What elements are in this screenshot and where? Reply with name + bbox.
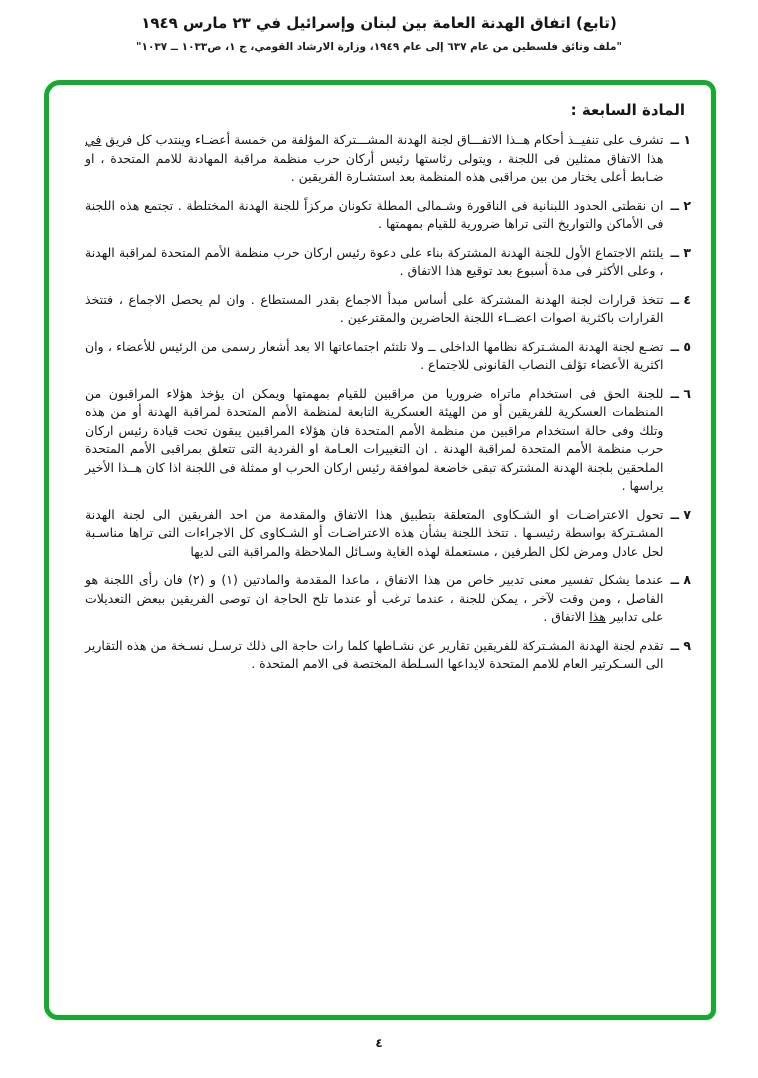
item-text-pre: تضـع لجنة الهدنة المشـتركة نظامها الداخلى ــ ولا تلتئم اجتماعاتها الا بعد أشعار رسمى من الرئيس للأعضاء ، وان اكثرية الأعضاء تؤلف النصاب القانونى للاجتماع .	[85, 338, 664, 372]
list-item	[85, 131, 691, 187]
list-item	[85, 338, 691, 375]
list-item	[85, 385, 691, 496]
item-number: ٦ ــ	[670, 385, 691, 401]
list-item	[85, 637, 691, 674]
item-number: ٥ ــ	[670, 338, 691, 354]
item-text-post: الاتفاق .	[543, 609, 590, 624]
list-item	[85, 506, 691, 562]
item-text	[85, 338, 663, 375]
list-item	[85, 197, 691, 234]
list-item	[85, 244, 691, 281]
page-number: ٤	[375, 1036, 383, 1050]
article-heading: المادة السابعة :	[570, 101, 685, 119]
item-text	[85, 131, 663, 187]
item-text-pre: عندما يشكل تفسير معنى تدبير خاص من هذا الاتفاق ، ماعدا المقدمة والمادتين (١) و (٢) فان رأى اللجنة هو الفاصل ، ومن وقت لآخر ، يمكن للجنة ، عندما ترغب أو عندما تلح الحاجة ان توصى الفريقين ببعض التعديلات على تدابير	[85, 572, 664, 624]
item-number: ٣ ــ	[670, 244, 691, 260]
item-number: ٤ ــ	[670, 291, 691, 307]
underlined-word: في	[85, 132, 102, 147]
item-text	[85, 506, 663, 562]
underlined-word: هذا	[589, 609, 606, 624]
item-text-pre: للجنة الحق فى استخدام ماتراه ضروريا من مراقبين للقيام بمهمتها ويمكن ان يؤخذ هؤلاء المراقبون من المنظمات العسكرية للفريقين أو من الهيئة العسكرية التابعة لمنظمة الأمم المتحدة لمراقبة الهدنة أو من هذه وتلك وفى حالة استخدام مراقبين من منظمة الأمم المتحدة فان هؤلاء المراقبين يبقون تحت قيادة رئيس اركان حرب منظمة الأمم المتحدة لمراقبة الهدنة . ان التغييرات العـامة او الفردية التى تتعلق بمراقبى الأمم المتحدة الملحقين بلجنة الهدنة المشتركة تبقى خاضعة لموافقة رئيس اركان الحرب او ممثلة فى اللجنة اذا كان هــذا الأخير يراسها .	[85, 385, 664, 493]
source-citation: "ملف وثائق فلسطين من عام ٦٣٧ إلى عام ١٩٤٩، وزارة الارشاد القومي، ج ١، ص١٠٣٣ ــ ١٠٣٧"	[136, 40, 622, 53]
item-text-post: هذا الاتفاق ممثلين فى اللجنة ، ويتولى رئاستها رئيس أركان حرب منظمة مراقبة المهادنة للامم المتحدة ، او ضـابط أعلى يختار من بين مراقبى هذه المنظمة بعد استشـارة الفريقين .	[85, 150, 664, 184]
item-number: ٩ ــ	[670, 637, 691, 653]
item-text	[85, 291, 663, 328]
item-text-pre: تحول الاعتراضـات او الشـكاوى المتعلقة بتطبيق هذا الاتفاق والمقدمة من احد الفريقين الى لجنة الهدنة المشـتركة بواسطة رئيسـها . تتخذ اللجنة بشأن هذه الاعتراضـات أو الشـكاوى كل الاجراءات التى تراها مناسـبة لحل عادل ومرض لكل الطرفين ، مستعملة لهذه الغاية وسـائل الملاحظة والمراقبة التى لديها	[85, 506, 664, 559]
list-item	[85, 571, 691, 627]
item-text	[85, 637, 663, 674]
item-text	[85, 571, 663, 627]
item-number: ٧ ــ	[670, 506, 691, 522]
page-header	[0, 14, 758, 53]
item-number: ٢ ــ	[670, 197, 691, 213]
article-content	[49, 85, 711, 674]
item-text-pre: تقدم لجنة الهدنة المشـتركة للفريقين تقارير عن نشـاطها كلما رات حاجة الى ذلك ترسـل نسـخة من هذه التقارير الى السـكرتير العام للامم المتحدة لايداعها السـلطة المختصة فى الامم المتحدة .	[85, 637, 664, 671]
list-item	[85, 291, 691, 328]
document-title: (تابع) اتفاق الهدنة العامة بين لبنان وإسرائيل في ٢٣ مارس ١٩٤٩	[141, 14, 617, 32]
item-text-pre: تتخذ قرارات لجنة الهدنة المشتركة على أساس مبدأ الاجماع بقدر المستطاع . وان لم يحصل الاجماع ، فتتخذ القرارات باكثرية اصوات اعضــاء اللجنة الحاضرين والمقترعين .	[85, 291, 664, 325]
item-text	[85, 385, 663, 496]
item-number: ١ ــ	[670, 132, 691, 147]
item-text	[85, 244, 663, 281]
item-text-pre: تشرف على تنفيــذ أحكام هــذا الاتفـــاق لجنة الهدنة المشـــتركة المؤلفة من خمسة أعضـاء وينتدب كل فريق	[101, 132, 664, 147]
item-text-pre: يلتئم الاجتماع الأول للجنة الهدنة المشتركة بناء على دعوة رئيس اركان حرب منظمة الأمم المتحدة لمراقبة الهدنة ، وعلى الأكثر فى مدة أسبوع بعد توقيع هذا الاتفاق .	[85, 244, 664, 278]
item-text	[85, 197, 663, 234]
item-text-pre: ان نقطتى الحدود اللبنانية فى الناقورة وشـمالى المطلة تكونان مركزاً للجنة الهدنة المختلطة . تجتمع هذه اللجنة فى الأماكن والتواريخ التى تراها ضرورية للقيام بمهمتها .	[85, 197, 664, 231]
green-border-frame	[44, 80, 716, 1020]
item-number: ٨ ــ	[670, 572, 691, 587]
